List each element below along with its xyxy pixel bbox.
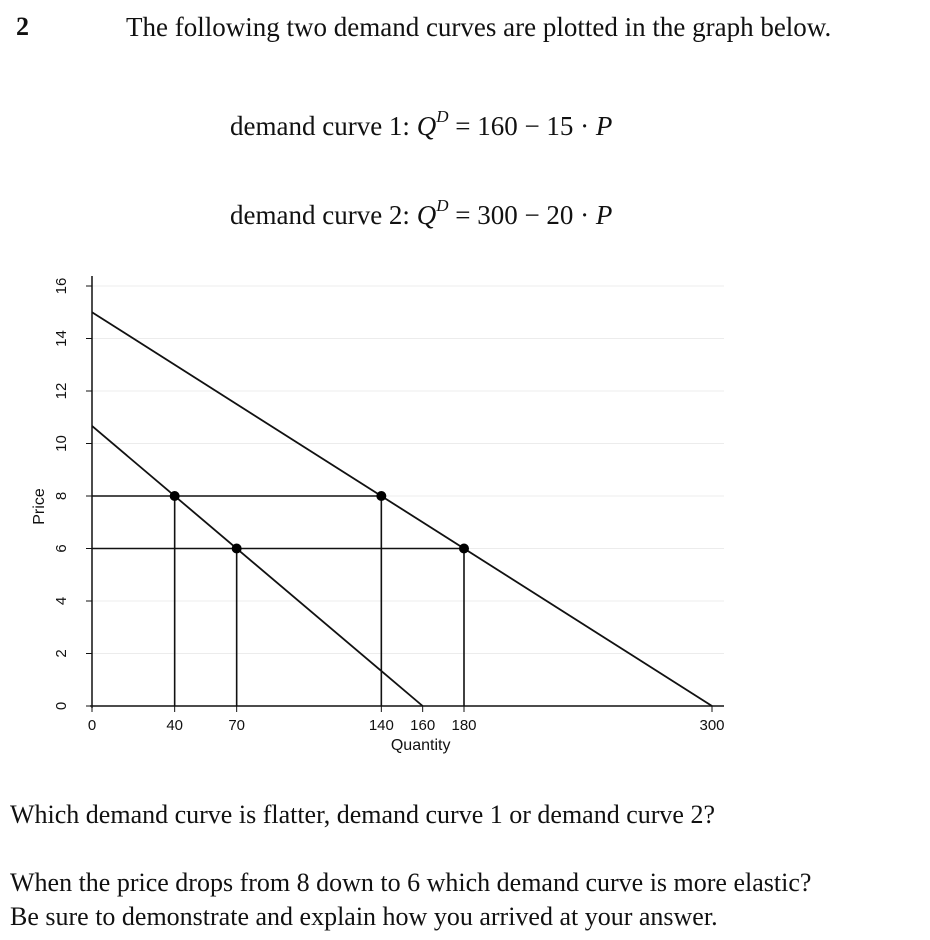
equation-demand-curve-1 bbox=[230, 107, 613, 142]
x-tick-label-0: 0 bbox=[87, 717, 97, 734]
question-intro: The following two demand curves are plotted in the graph below. bbox=[126, 12, 832, 42]
equation-label: demand curve 1: bbox=[230, 111, 410, 141]
y-tick-label-6: 6 bbox=[52, 544, 70, 553]
equation-variable: P bbox=[595, 111, 613, 141]
marker-40-8 bbox=[170, 491, 180, 501]
x-tick-label-180: 180 bbox=[451, 717, 477, 734]
question-elastic-line-1: When the price drops from 8 down to 6 which demand curve is more elastic? bbox=[10, 868, 812, 897]
x-tick-label-160: 160 bbox=[410, 717, 436, 734]
x-tick-label-40: 40 bbox=[166, 717, 184, 734]
question-number: 2 bbox=[16, 12, 29, 41]
equation-label: demand curve 2: bbox=[230, 200, 410, 230]
equation-demand-curve-2 bbox=[230, 196, 613, 231]
demand-curve-1-line bbox=[92, 426, 423, 706]
demand-curve-2-line bbox=[92, 312, 712, 706]
y-tick-label-4: 4 bbox=[52, 596, 70, 606]
y-tick-label-14: 14 bbox=[52, 330, 70, 347]
y-tick-label-2: 2 bbox=[52, 649, 70, 658]
demand-curves-chart bbox=[0, 262, 760, 782]
y-axis-title: Price bbox=[31, 488, 49, 525]
equation-rhs: = 160 − 15 · bbox=[455, 111, 596, 141]
x-tick-label-140: 140 bbox=[368, 717, 394, 734]
question-flatter: Which demand curve is flatter, demand curve 1 or demand curve 2? bbox=[10, 800, 715, 829]
y-tick-label-12: 12 bbox=[52, 382, 70, 400]
equation-variable: P bbox=[595, 200, 613, 230]
y-tick-label-16: 16 bbox=[52, 277, 70, 295]
equation-lhs: Q bbox=[416, 111, 437, 141]
question-elastic-line-2: Be sure to demonstrate and explain how you arrived at your answer. bbox=[10, 902, 718, 931]
x-tick-label-300: 300 bbox=[699, 717, 725, 734]
equation-superscript: D bbox=[436, 196, 449, 215]
y-tick-label-0: 0 bbox=[52, 701, 70, 711]
y-tick-label-10: 10 bbox=[52, 435, 70, 452]
equation-superscript: D bbox=[436, 107, 449, 126]
marker-180-6 bbox=[459, 544, 469, 554]
x-axis-title: Quantity bbox=[390, 737, 451, 754]
marker-70-6 bbox=[232, 544, 242, 554]
y-tick-label-8: 8 bbox=[52, 491, 70, 501]
equation-rhs: = 300 − 20 · bbox=[455, 200, 596, 230]
x-tick-label-70: 70 bbox=[228, 717, 246, 734]
marker-140-8 bbox=[376, 491, 386, 501]
equation-lhs: Q bbox=[416, 200, 437, 230]
